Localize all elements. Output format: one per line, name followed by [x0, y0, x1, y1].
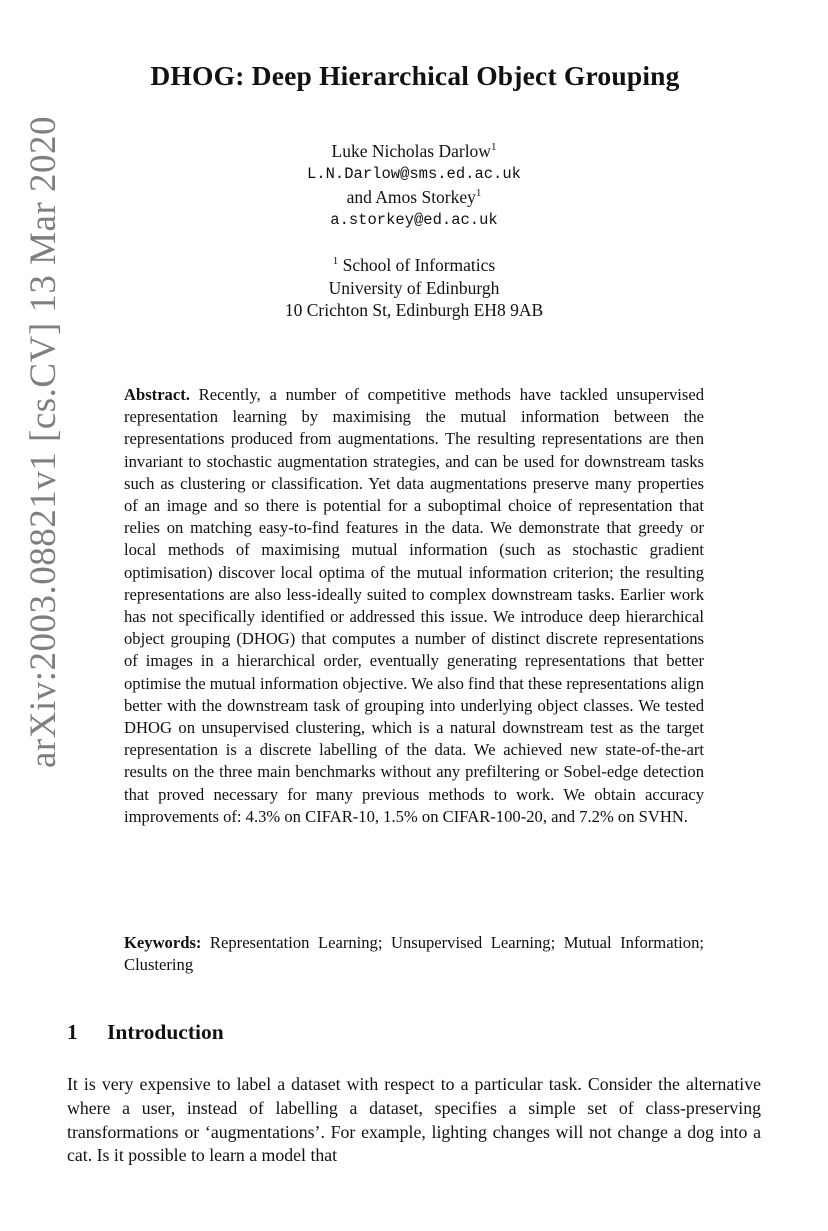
- author-block: [114, 140, 714, 232]
- section-title: Introduction: [107, 1020, 224, 1044]
- author-2: [114, 186, 714, 209]
- keywords-text: Representation Learning; Unsupervised Learning; Mutual Information; Clustering: [124, 933, 704, 975]
- author-2-name: and Amos Storkey: [346, 187, 476, 207]
- intro-paragraph: It is very expensive to label a dataset with respect to a particular task. Consider the alternative where a user, instead of labelling a dataset, specifies a simple set of class-preserving transformations or ‘augmentations’. For example, lighting changes will not change a dog into a cat. Is it possible to learn a model that: [67, 1074, 761, 1166]
- paper-title: DHOG: Deep Hierarchical Object Grouping: [150, 60, 680, 91]
- keywords: [124, 932, 704, 976]
- section-heading: [67, 1020, 224, 1045]
- author-1-name: Luke Nicholas Darlow: [331, 141, 491, 161]
- author-1: [114, 140, 714, 163]
- author-2-email[interactable]: a.storkey@ed.ac.uk: [330, 211, 498, 229]
- affiliation-line-1: $^1$ School of Informatics: [332, 255, 496, 275]
- author-1-affil-mark: 1: [490, 141, 497, 154]
- author-1-email[interactable]: L.N.Darlow@sms.ed.ac.uk: [307, 165, 521, 183]
- abstract-text: Recently, a number of competitive methods have tackled unsupervised representation learning by maximising the mutual information between the representations produced from augmentations. The resulting representations are then invariant to stochastic augmentation strategies, and can be used for downstream tasks such as clustering or classification. Yet data augmentations preserve many properties of an image and so there is potential for a suboptimal choice of representation that relies on matching easy-to-find features in the data. We demonstrate that greedy or local methods of maximising mutual information (such as stochastic gradient optimisation) discover local optima of the mutual information criterion; the resulting representations are also less-ideally suited to complex downstream tasks. Earlier work has not specifically identified or addressed this issue. We introduce deep hierarchical object grouping (DHOG) that computes a number of distinct discrete representations of images in a hierarchical order, eventually generating representations that better optimise the mutual information objective. We also find that these representations align better with the downstream task of grouping into underlying object classes. We tested DHOG on unsupervised clustering, which is a natural downstream test as the target representation is a discrete labelling of the data. We achieved new state-of-the-art results on the three main benchmarks without any prefiltering or Sobel-edge detection that proved necessary for many previous methods to work. We obtain accuracy improvements of: 4.3% on CIFAR-10, 1.5% on CIFAR-100-20, and 7.2% on SVHN.: [124, 385, 704, 826]
- affiliation-block: [114, 254, 714, 322]
- arxiv-identifier-stamp: arXiv:2003.08821v1 [cs.CV] 13 Mar 2020: [23, 115, 64, 768]
- abstract: [124, 384, 704, 828]
- abstract-label: Abstract.: [124, 385, 190, 404]
- affiliation-line-2: University of Edinburgh: [328, 277, 500, 298]
- keywords-label: Keywords:: [124, 933, 202, 952]
- affiliation-mark: 1: [332, 255, 339, 268]
- affiliation-line-3: 10 Crichton St, Edinburgh EH8 9AB: [284, 300, 544, 320]
- author-2-affil-mark: 1: [475, 187, 482, 200]
- section-number: 1: [67, 1020, 78, 1044]
